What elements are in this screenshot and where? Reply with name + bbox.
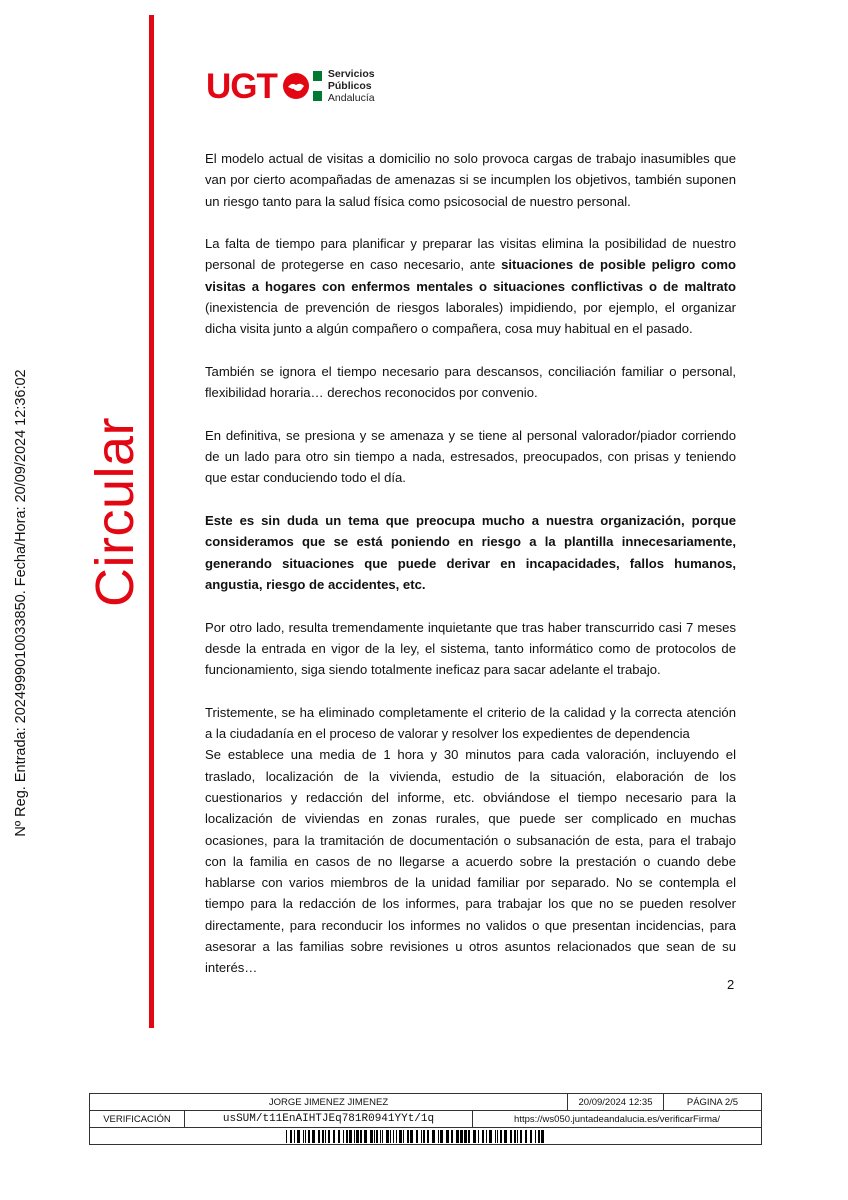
signature-footer xyxy=(89,1093,762,1145)
circular-title: Circular xyxy=(85,416,145,608)
page-number: 2 xyxy=(727,977,735,992)
footer-row-signer xyxy=(90,1094,761,1111)
paragraph-8: Se establece una media de 1 hora y 30 minutos para cada valoración, incluyendo el traslado, localización de la vivienda, estudio de la situación, elaboración de los cuestionarios y redacción del informe, etc. obviándose el tiempo necesario para la localización de viviendas en zonas rurales, que puede ser complicado en muchas ocasiones, para la tramitación de documentación o subsanación de esta, para el trabajo con la familia en casos de no llegarse a acuerdo sobre la prestación o cuando debe hablarse con varios miembros de la unidad familiar por separado. No se contempla el tiempo para la redacción de los informes, para trabajar los que no se pueden resolver directamente, para reconducir los informes no validos o que presentan incidencias, para asesorar a las familias sobre revisiones u otros asuntos relacionados que sean de su interés… xyxy=(205,747,736,976)
logo-line-1: Servicios xyxy=(327,68,375,80)
verification-label: VERIFICACIÓN xyxy=(90,1111,185,1127)
footer-row-barcode xyxy=(90,1128,761,1144)
logo-line-2: Públicos xyxy=(327,80,372,92)
logo-text xyxy=(328,68,375,104)
paragraph-6: Por otro lado, resulta tremendamente inquietante que tras haber transcurrido casi 7 meses desde la entrada en vigor de la ley, el sistema, tanto informático como de protocolos de funcionamiento, siga siendo totalmente ineficaz para sacar adelante el trabajo. xyxy=(205,619,736,678)
document-type-label xyxy=(86,412,144,612)
paragraph-4: En definitiva, se presiona y se amenaza y se tiene al personal valorador/piador corriendo de un lado para otro sin tiempo a nada, estresados, preocupados, con prisas y teniendo que estar conduciendo todo el día. xyxy=(205,427,736,486)
registration-stamp xyxy=(9,368,33,837)
logo-line-3: Andalucía xyxy=(327,92,375,104)
red-margin-bar xyxy=(149,15,154,1028)
footer-row-verification xyxy=(90,1111,761,1128)
verification-url[interactable]: https://ws050.juntadeandalucia.es/verificarFirma/ xyxy=(514,1113,720,1125)
handshake-circle-icon xyxy=(282,72,310,100)
verification-code: usSUM/t11EnAIHTJEq781R0941YYt/1q xyxy=(185,1111,473,1127)
logo-wordmark: UGT xyxy=(206,66,277,106)
signature-date: 20/09/2024 12:35 xyxy=(568,1094,664,1110)
paragraph-1: El modelo actual de visitas a domicilio no solo provoca cargas de trabajo inasumibles que van por cierto acompañadas de amenazas si se incumplen los objetivos, también suponen un riesgo tanto para la salud física como psicosocial de nuestro personal. xyxy=(205,151,736,209)
registration-text: Nº Reg. Entrada: 2024999010033850. Fecha/Hora: 20/09/2024 12:36:02 xyxy=(13,368,29,837)
paragraph-2: La falta de tiempo para planificar y preparar las visitas elimina la posibilidad de nuestro personal de protegerse en caso necesario, ante situaciones de posible peligro como visitas a hogares con enfermos mentales o situaciones conflictivas o de maltrato (inexistencia de prevención de riesgos laborales) impidiendo, por ejemplo, el organizar dicha visita junto a algún compañero o compañera, cosa muy habitual en el pasado. xyxy=(205,236,736,337)
paragraph-7: Tristemente, se ha eliminado completamente el criterio de la calidad y la correcta atención a la ciudadanía en el proceso de valorar y resolver los expedientes de dependencia xyxy=(205,704,736,742)
barcode-icon xyxy=(286,1130,546,1143)
document-body xyxy=(205,148,736,1000)
paragraph-5: Este es sin duda un tema que preocupa mucho a nuestra organización, porque consideramos que se está poniendo en riesgo a la plantilla innecesariamente, generando situaciones que puede derivar en incapacidades, fallos humanos, angustia, riesgo de accidentes, etc. xyxy=(205,513,736,592)
page-count: PÁGINA 2/5 xyxy=(686,1096,739,1108)
andalucia-flag-icon xyxy=(313,71,322,101)
signer-name: JORGE JIMENEZ JIMENEZ xyxy=(90,1094,568,1110)
ugt-logo xyxy=(206,66,375,106)
emphasis-text: situaciones de posible peligro como visitas a hogares con enfermos mentales o situaciones conflictivas o de maltrato xyxy=(205,257,736,294)
paragraph-3: También se ignora el tiempo necesario para descansos, conciliación familiar o personal, flexibilidad horaria… derechos reconocidos por convenio. xyxy=(205,363,736,401)
